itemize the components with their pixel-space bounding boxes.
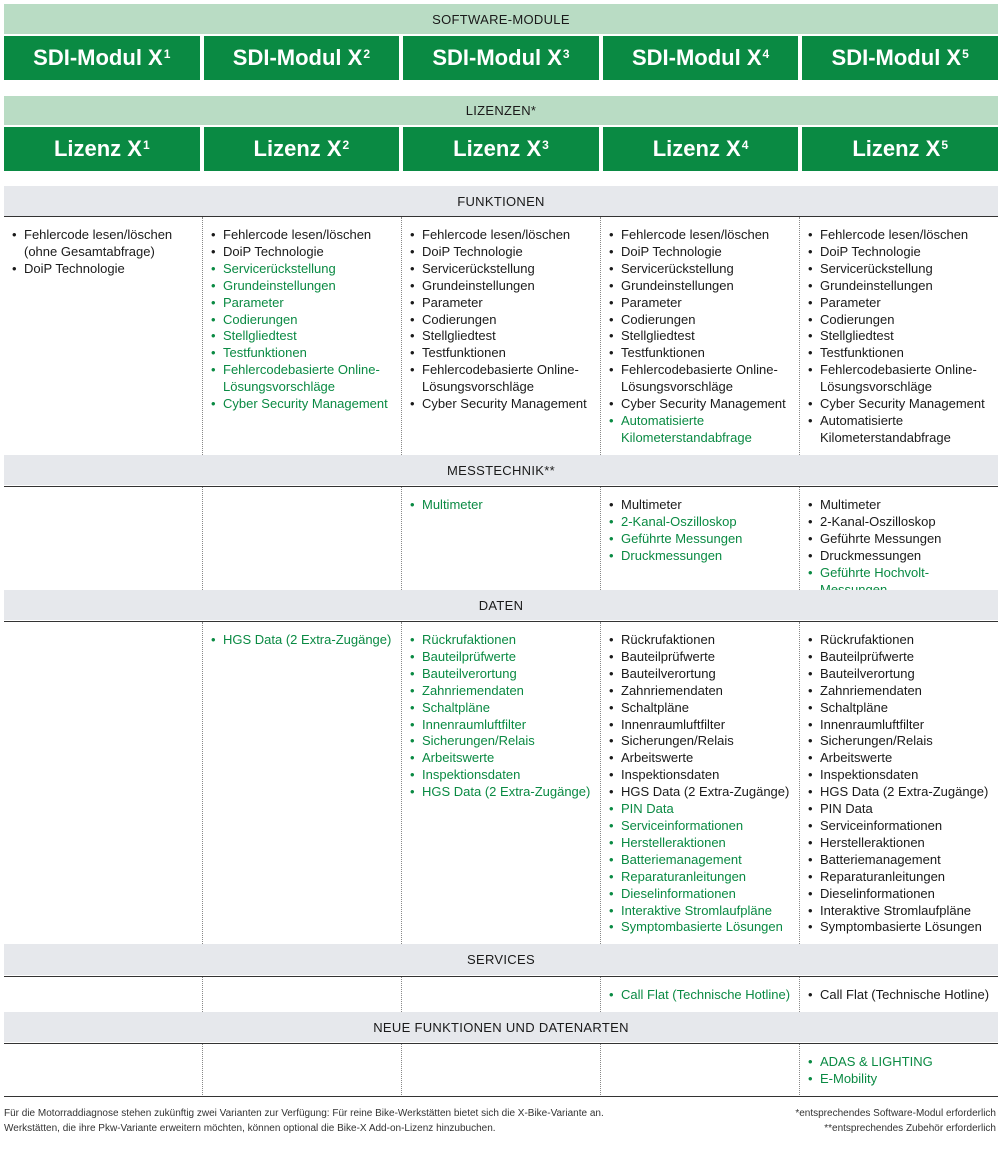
feature-item: • Testfunktionen	[808, 345, 994, 362]
footer-footnotes	[795, 1106, 996, 1136]
feature-item: • Druckmessungen	[609, 548, 795, 565]
feature-item: • Interaktive Stromlaufpläne	[609, 903, 795, 920]
feature-item: • Fehlercode lesen/löschen	[410, 227, 596, 244]
feature-column	[601, 217, 800, 455]
license-cell	[802, 127, 998, 171]
feature-column	[203, 217, 402, 455]
license-cell	[204, 127, 400, 171]
feature-list	[609, 987, 795, 1004]
module-row	[4, 36, 998, 80]
feature-item: • Sicherungen/Relais	[609, 733, 795, 750]
feature-item: • HGS Data (2 Extra-Zugänge)	[410, 784, 596, 801]
module-name: SDI-Modul X	[831, 45, 962, 70]
feature-list	[609, 497, 795, 565]
module-cell	[802, 36, 998, 80]
footnote-accessory: **entsprechendes Zubehör erforderlich	[824, 1123, 996, 1134]
feature-item: • Multimeter	[410, 497, 596, 514]
footer-note	[4, 1106, 684, 1136]
feature-item: • Cyber Security Management	[410, 396, 596, 413]
module-sup: 4	[762, 47, 770, 61]
license-cell	[403, 127, 599, 171]
section-header-funktionen	[4, 186, 998, 216]
feature-item: • Innenraumluftfilter	[410, 717, 596, 734]
feature-item: • Fehlercodebasierte Online-Lösungsvorschläge	[609, 362, 795, 396]
feature-list	[609, 632, 795, 936]
feature-column	[601, 487, 800, 590]
feature-item: • DoiP Technologie	[12, 261, 198, 278]
feature-item: • 2-Kanal-Oszilloskop	[609, 514, 795, 531]
module-sup: 5	[962, 47, 969, 61]
feature-item: • Schaltpläne	[808, 700, 994, 717]
footer-line: Werkstätten, die ihre Pkw-Variante erweitern möchten, können optional die Bike-X Add-on-Lizenz hinzubuchen.	[4, 1123, 496, 1134]
feature-item: • Multimeter	[609, 497, 795, 514]
feature-item: • Grundeinstellungen	[609, 278, 795, 295]
software-module-band	[4, 4, 998, 34]
feature-column	[601, 622, 800, 944]
feature-item: • Herstelleraktionen	[609, 835, 795, 852]
feature-item: • Cyber Security Management	[808, 396, 994, 413]
feature-column	[601, 977, 800, 1012]
feature-list	[211, 227, 397, 413]
feature-item: • Rückrufaktionen	[808, 632, 994, 649]
module-name: SDI-Modul X	[631, 45, 762, 70]
software-module-label: SOFTWARE-MODULE	[432, 11, 570, 27]
feature-item: • Reparaturanleitungen	[609, 869, 795, 886]
feature-item: • Zahnriemendaten	[609, 683, 795, 700]
feature-item: • Codierungen	[609, 312, 795, 329]
feature-item: • DoiP Technologie	[410, 244, 596, 261]
module-cell	[204, 36, 400, 80]
feature-item: • Testfunktionen	[609, 345, 795, 362]
section-body-neue-funktionen	[4, 1043, 998, 1097]
feature-item: • Fehlercodebasierte Online-Lösungsvorschläge	[211, 362, 397, 396]
feature-item: • Automatisierte Kilometerstandabfrage	[808, 413, 994, 447]
feature-item: • Fehlercodebasierte Online-Lösungsvorschläge	[808, 362, 994, 396]
feature-item: • Codierungen	[410, 312, 596, 329]
module-cell	[4, 36, 200, 80]
feature-item: • Innenraumluftfilter	[808, 717, 994, 734]
feature-column	[800, 1044, 998, 1097]
feature-item: • Druckmessungen	[808, 548, 994, 565]
section-header-messtechnik	[4, 455, 998, 485]
feature-list	[211, 632, 397, 649]
section-header-services	[4, 944, 998, 975]
feature-item: • Batteriemanagement	[808, 852, 994, 869]
feature-item: • Inspektionsdaten	[609, 767, 795, 784]
module-cell	[603, 36, 799, 80]
feature-item: • Bauteilverortung	[808, 666, 994, 683]
feature-item: • Stellgliedtest	[410, 328, 596, 345]
feature-item: • Serviceinformationen	[609, 818, 795, 835]
feature-item: • Symptombasierte Lösungen	[609, 919, 795, 936]
license-sup: 5	[941, 138, 949, 152]
feature-item: • Codierungen	[211, 312, 397, 329]
feature-item: • Serviceinformationen	[808, 818, 994, 835]
feature-item: • Innenraumluftfilter	[609, 717, 795, 734]
feature-item: • Multimeter	[808, 497, 994, 514]
feature-column	[4, 217, 203, 455]
feature-item: • Rückrufaktionen	[410, 632, 596, 649]
feature-item: • Dieselinformationen	[808, 886, 994, 903]
feature-column	[203, 977, 402, 1012]
feature-column	[4, 977, 203, 1012]
feature-item: • Bauteilprüfwerte	[410, 649, 596, 666]
license-name: Lizenz X	[253, 136, 342, 161]
feature-item: • Herstelleraktionen	[808, 835, 994, 852]
feature-item: • Sicherungen/Relais	[410, 733, 596, 750]
footnote-software-module: *entsprechendes Software-Modul erforderlich	[795, 1108, 996, 1119]
section-title: FUNKTIONEN	[457, 193, 545, 209]
licenses-band	[4, 96, 998, 125]
feature-item: • Fehlercode lesen/löschen	[609, 227, 795, 244]
module-sup: 2	[363, 47, 370, 61]
section-body-daten	[4, 621, 998, 944]
feature-item: • Testfunktionen	[410, 345, 596, 362]
section-title: MESSTECHNIK**	[447, 462, 555, 478]
feature-item: • Codierungen	[808, 312, 994, 329]
feature-column	[800, 487, 998, 590]
license-name: Lizenz X	[652, 136, 741, 161]
feature-column	[203, 1044, 402, 1097]
feature-item: • Stellgliedtest	[609, 328, 795, 345]
feature-item: • Cyber Security Management	[609, 396, 795, 413]
module-name: SDI-Modul X	[432, 45, 562, 70]
feature-item: • Arbeitswerte	[609, 750, 795, 767]
feature-item: • Symptombasierte Lösungen	[808, 919, 994, 936]
feature-item: • Parameter	[410, 295, 596, 312]
feature-column	[402, 1044, 601, 1097]
feature-column	[402, 977, 601, 1012]
feature-item: • Arbeitswerte	[808, 750, 994, 767]
module-name: SDI-Modul X	[232, 45, 363, 70]
feature-list	[609, 227, 795, 447]
module-sup: 1	[163, 47, 171, 61]
feature-item: • Automatisierte Kilometerstandabfrage	[609, 413, 795, 447]
feature-list	[410, 632, 596, 801]
licenses-label: LIZENZEN*	[465, 103, 537, 118]
feature-item: • Parameter	[211, 295, 397, 312]
feature-item: • 2-Kanal-Oszilloskop	[808, 514, 994, 531]
feature-item: • Schaltpläne	[609, 700, 795, 717]
feature-item: • Dieselinformationen	[609, 886, 795, 903]
feature-item: • Inspektionsdaten	[410, 767, 596, 784]
feature-list	[808, 632, 994, 936]
feature-item: • Fehlercode lesen/löschen	[808, 227, 994, 244]
feature-item: • Fehlercode lesen/löschen (ohne Gesamtabfrage)	[12, 227, 198, 261]
feature-list	[808, 987, 994, 1004]
feature-item: • Servicerückstellung	[808, 261, 994, 278]
feature-item: • Stellgliedtest	[211, 328, 397, 345]
feature-item: • Bauteilprüfwerte	[808, 649, 994, 666]
feature-column	[203, 487, 402, 590]
feature-list	[410, 497, 596, 514]
section-header-neue-funktionen	[4, 1012, 998, 1042]
feature-item: • Geführte Messungen	[808, 531, 994, 548]
footer-rule	[4, 1096, 998, 1097]
feature-item: • Sicherungen/Relais	[808, 733, 994, 750]
feature-item: • Geführte Messungen	[609, 531, 795, 548]
feature-list	[808, 497, 994, 598]
feature-item: • DoiP Technologie	[609, 244, 795, 261]
feature-item: • Interaktive Stromlaufpläne	[808, 903, 994, 920]
feature-item: • Zahnriemendaten	[808, 683, 994, 700]
section-title: DATEN	[478, 597, 524, 613]
feature-item: • Servicerückstellung	[211, 261, 397, 278]
section-title: SERVICES	[467, 952, 535, 967]
module-cell	[403, 36, 599, 80]
feature-item: • Schaltpläne	[410, 700, 596, 717]
section-body-messtechnik	[4, 486, 998, 590]
feature-column	[4, 487, 203, 590]
feature-list	[808, 1054, 994, 1088]
license-name: Lizenz X	[453, 136, 542, 161]
feature-item: • Servicerückstellung	[609, 261, 795, 278]
feature-item: • Grundeinstellungen	[410, 278, 596, 295]
feature-column	[800, 977, 998, 1012]
feature-column	[4, 622, 203, 944]
feature-item: • Bauteilverortung	[609, 666, 795, 683]
feature-column	[402, 217, 601, 455]
feature-item: • Bauteilverortung	[410, 666, 596, 683]
feature-item: • PIN Data	[808, 801, 994, 818]
feature-item: • Inspektionsdaten	[808, 767, 994, 784]
feature-item: • Rückrufaktionen	[609, 632, 795, 649]
feature-item: • DoiP Technologie	[211, 244, 397, 261]
feature-column	[203, 622, 402, 944]
feature-item: • Zahnriemendaten	[410, 683, 596, 700]
feature-item: • Parameter	[609, 295, 795, 312]
feature-item: • Grundeinstellungen	[808, 278, 994, 295]
feature-list	[410, 227, 596, 413]
footer-line: Für die Motorraddiagnose stehen zukünftig zwei Varianten zur Verfügung: Für reine Bike-Werkstätten bietet sich die X-Bike-Variante an.	[4, 1108, 604, 1119]
feature-item: • HGS Data (2 Extra-Zugänge)	[609, 784, 795, 801]
feature-item: • ADAS & LIGHTING	[808, 1054, 994, 1071]
feature-item: • Reparaturanleitungen	[808, 869, 994, 886]
license-name: Lizenz X	[53, 136, 142, 161]
feature-item: • HGS Data (2 Extra-Zugänge)	[211, 632, 397, 649]
feature-column	[402, 487, 601, 590]
feature-list	[12, 227, 198, 278]
feature-item: • Stellgliedtest	[808, 328, 994, 345]
feature-item: • Fehlercode lesen/löschen	[211, 227, 397, 244]
module-sup: 3	[562, 47, 570, 61]
feature-column	[601, 1044, 800, 1097]
feature-item: • HGS Data (2 Extra-Zugänge)	[808, 784, 994, 801]
license-row	[4, 127, 998, 171]
feature-item: • Bauteilprüfwerte	[609, 649, 795, 666]
feature-item: • Cyber Security Management	[211, 396, 397, 413]
section-header-daten	[4, 590, 998, 620]
feature-item: • PIN Data	[609, 801, 795, 818]
license-sup: 3	[542, 138, 549, 152]
feature-column	[800, 622, 998, 944]
feature-item: • Batteriemanagement	[609, 852, 795, 869]
module-name: SDI-Modul X	[33, 45, 163, 70]
feature-item: • E-Mobility	[808, 1071, 994, 1088]
license-sup: 4	[741, 138, 749, 152]
feature-item: • Arbeitswerte	[410, 750, 596, 767]
license-cell	[4, 127, 200, 171]
feature-list	[808, 227, 994, 447]
feature-column	[800, 217, 998, 455]
feature-item: • Call Flat (Technische Hotline)	[808, 987, 994, 1004]
feature-item: • Geführte Hochvolt-	[808, 565, 994, 599]
section-body-services	[4, 976, 998, 1012]
license-cell	[603, 127, 799, 171]
license-sup: 2	[342, 138, 350, 152]
section-body-funktionen	[4, 216, 998, 455]
license-name: Lizenz X	[852, 136, 941, 161]
feature-column	[4, 1044, 203, 1097]
feature-item: • Servicerückstellung	[410, 261, 596, 278]
feature-item: • Parameter	[808, 295, 994, 312]
feature-item: • Call Flat (Technische Hotline)	[609, 987, 795, 1004]
feature-item: • Testfunktionen	[211, 345, 397, 362]
feature-item: • Grundeinstellungen	[211, 278, 397, 295]
license-sup: 1	[142, 138, 150, 152]
section-title: NEUE FUNKTIONEN UND DATENARTEN	[373, 1019, 629, 1035]
feature-column	[402, 622, 601, 944]
feature-item: • Fehlercodebasierte Online-Lösungsvorschläge	[410, 362, 596, 396]
feature-item: • DoiP Technologie	[808, 244, 994, 261]
